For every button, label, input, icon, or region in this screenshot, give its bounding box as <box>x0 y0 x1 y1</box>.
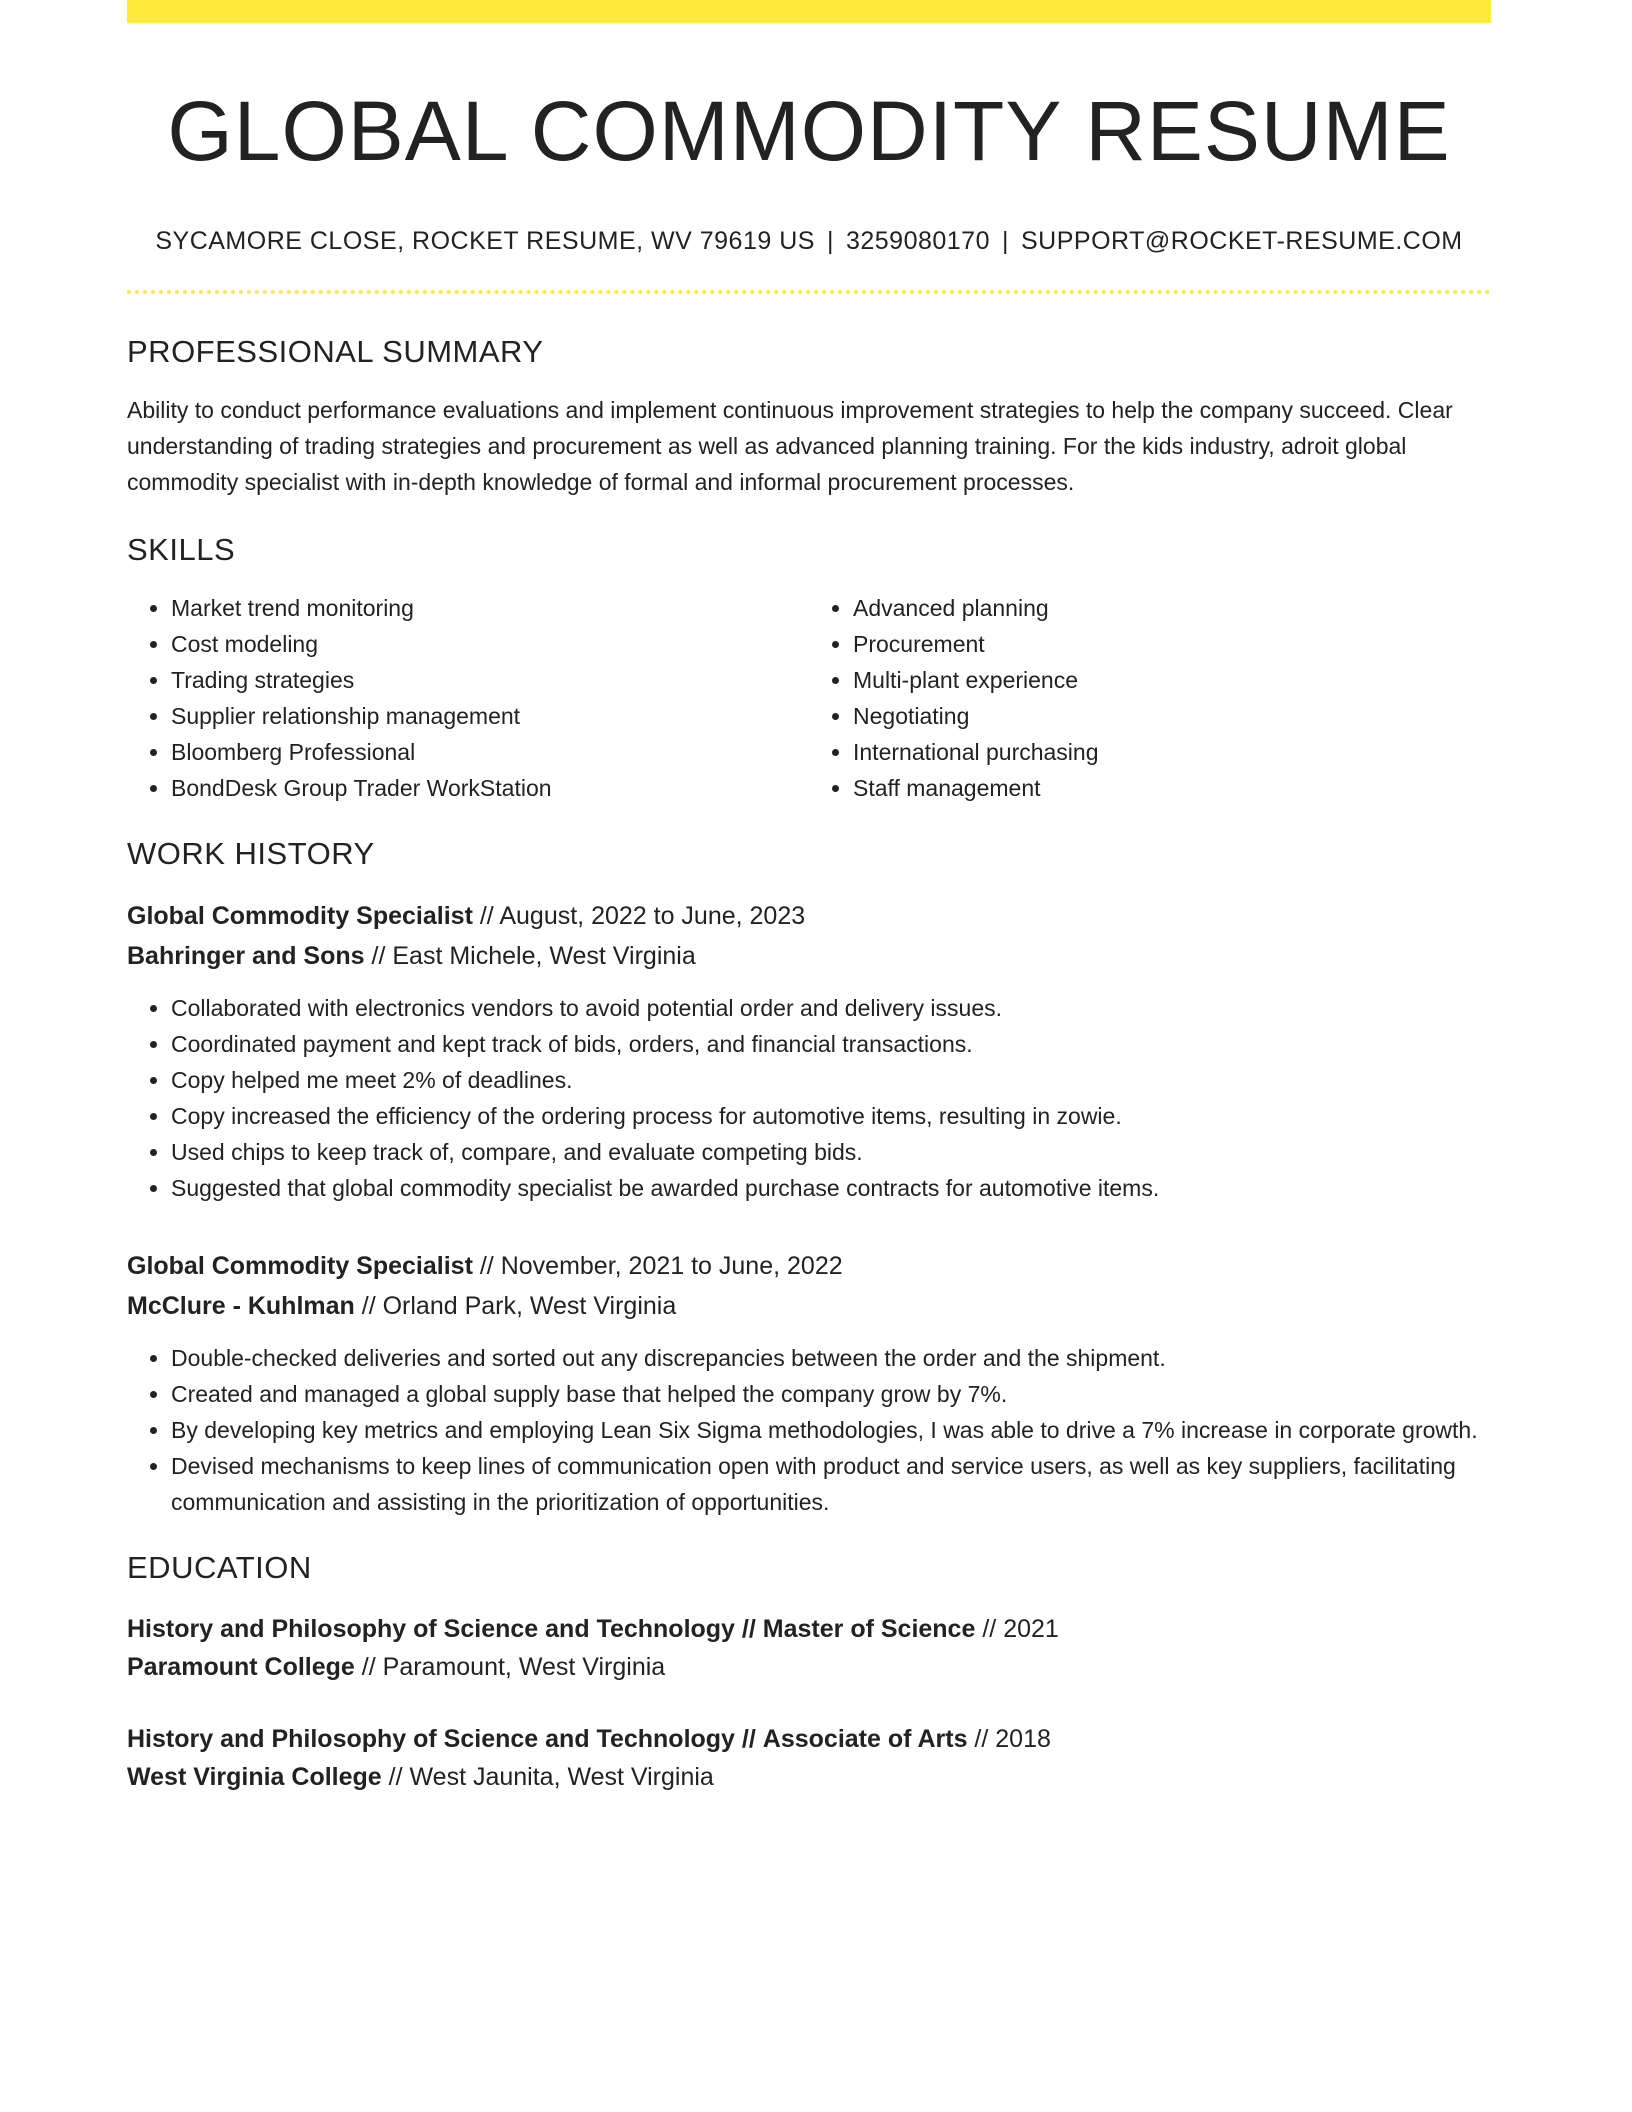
skill-item: • Staff management <box>853 770 1491 806</box>
divider-text: // <box>388 1763 403 1792</box>
education-field: History and Philosophy of Science and Technology <box>127 1615 735 1644</box>
education-degree: Associate of Arts <box>762 1725 968 1754</box>
skill-item: • Negotiating <box>853 698 1491 734</box>
education-school: West Virginia College <box>127 1763 382 1792</box>
job-bullets <box>127 990 1491 1206</box>
skills-list <box>127 590 1491 806</box>
job-location: East Michele, West Virginia <box>392 942 696 971</box>
job-bullet: • Suggested that global commodity specialist be awarded purchase contracts for automotive items. <box>171 1170 1491 1206</box>
education-school-line <box>127 1648 1491 1686</box>
top-accent-bar <box>127 0 1491 23</box>
job-company-line <box>127 936 1491 976</box>
job-company: McClure - Kuhlman <box>127 1292 355 1321</box>
contact-address: SYCAMORE CLOSE, ROCKET RESUME, WV 79619 US <box>155 227 815 256</box>
skill-item: • Bloomberg Professional <box>171 734 809 770</box>
skill-item: • International purchasing <box>853 734 1491 770</box>
job-bullet: • Double-checked deliveries and sorted out any discrepancies between the order and the shipment. <box>171 1340 1491 1376</box>
education-school-line <box>127 1758 1491 1796</box>
job-bullet: • Devised mechanisms to keep lines of communication open with product and service users, as well as key suppliers, facilitating communication and assisting in the prioritization of opportunities. <box>171 1448 1491 1520</box>
skill-item: • Cost modeling <box>171 626 809 662</box>
divider-text: // <box>479 1252 494 1281</box>
job-title: Global Commodity Specialist <box>127 902 473 931</box>
job-company: Bahringer and Sons <box>127 942 365 971</box>
divider-text: // <box>479 902 494 931</box>
education-degree-line <box>127 1720 1491 1758</box>
contact-line <box>127 227 1491 256</box>
skills-heading: SKILLS <box>127 532 236 568</box>
education-year: 2018 <box>995 1725 1051 1754</box>
skill-item: • Trading strategies <box>171 662 809 698</box>
skill-item: • BondDesk Group Trader WorkStation <box>171 770 809 806</box>
education-location: Paramount, West Virginia <box>382 1653 666 1682</box>
divider-text: // <box>361 1653 376 1682</box>
job-entry <box>127 1246 1491 1520</box>
job-bullet: • Used chips to keep track of, compare, and evaluate competing bids. <box>171 1134 1491 1170</box>
divider-text: // <box>741 1615 756 1644</box>
divider-text: // <box>982 1615 997 1644</box>
job-bullets <box>127 1340 1491 1520</box>
divider-text: // <box>974 1725 989 1754</box>
skill-item: • Market trend monitoring <box>171 590 809 626</box>
education-heading: EDUCATION <box>127 1550 312 1586</box>
resume-title: GLOBAL COMMODITY RESUME <box>167 84 1451 178</box>
contact-separator: | <box>826 227 834 256</box>
contact-separator: | <box>1002 227 1009 256</box>
education-location: West Jaunita, West Virginia <box>409 1763 714 1792</box>
skills-column-right <box>809 590 1491 806</box>
summary-text: Ability to conduct performance evaluations and implement continuous improvement strategies to help the company succeed. Clear understanding of trading strategies and procurement as well as advanced planning training. For the kids industry, adroit global commodity specialist with in-depth knowledge of formal and informal procurement processes. <box>127 397 1453 496</box>
contact-email: SUPPORT@ROCKET-RESUME.COM <box>1021 227 1463 256</box>
job-entry <box>127 896 1491 1206</box>
divider-text: // <box>371 942 386 971</box>
resume-page <box>127 0 1491 1796</box>
job-bullet: • Copy increased the efficiency of the ordering process for automotive items, resulting in zowie. <box>171 1098 1491 1134</box>
education-degree-line <box>127 1610 1491 1648</box>
education-entry <box>127 1720 1491 1796</box>
education-school: Paramount College <box>127 1653 355 1682</box>
divider-text: // <box>741 1725 756 1754</box>
skills-column-left <box>127 590 809 806</box>
skill-item: • Multi-plant experience <box>853 662 1491 698</box>
job-bullet: • By developing key metrics and employing Lean Six Sigma methodologies, I was able to drive a 7% increase in corporate growth. <box>171 1412 1491 1448</box>
education-field: History and Philosophy of Science and Technology <box>127 1725 735 1754</box>
summary-heading: PROFESSIONAL SUMMARY <box>127 334 544 370</box>
skill-item: • Supplier relationship management <box>171 698 809 734</box>
job-dates: August, 2022 to June, 2023 <box>499 902 806 931</box>
job-dates: November, 2021 to June, 2022 <box>500 1252 843 1281</box>
job-bullet: • Collaborated with electronics vendors to avoid potential order and delivery issues. <box>171 990 1491 1026</box>
work-history-heading: WORK HISTORY <box>127 836 375 872</box>
job-title-line <box>127 896 1491 936</box>
job-bullet: • Created and managed a global supply base that helped the company grow by 7%. <box>171 1376 1491 1412</box>
skill-item: • Advanced planning <box>853 590 1491 626</box>
education-entry <box>127 1610 1491 1686</box>
job-bullet: • Coordinated payment and kept track of bids, orders, and financial transactions. <box>171 1026 1491 1062</box>
divider-text: // <box>361 1292 376 1321</box>
job-title: Global Commodity Specialist <box>127 1252 473 1281</box>
contact-phone: 3259080170 <box>845 227 990 256</box>
job-location: Orland Park, West Virginia <box>382 1292 677 1321</box>
job-company-line <box>127 1286 1491 1326</box>
education-degree: Master of Science <box>762 1615 976 1644</box>
job-title-line <box>127 1246 1491 1286</box>
skill-item: • Procurement <box>853 626 1491 662</box>
education-year: 2021 <box>1003 1615 1059 1644</box>
job-bullet: • Copy helped me meet 2% of deadlines. <box>171 1062 1491 1098</box>
dotted-divider <box>127 290 1491 294</box>
